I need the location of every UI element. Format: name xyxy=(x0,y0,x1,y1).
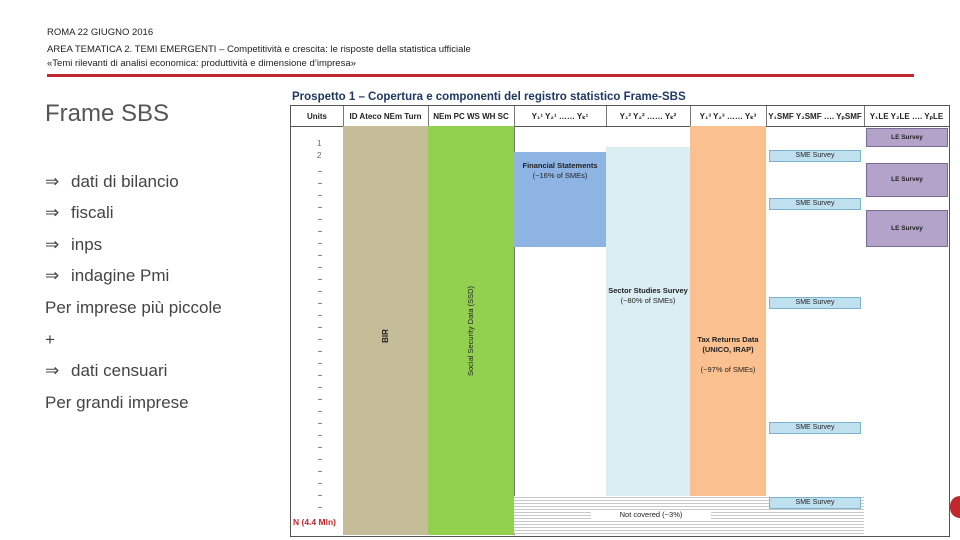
arrow-icon: ⇒ xyxy=(45,361,60,380)
bir-label: BIR xyxy=(381,329,390,343)
text-small-firms: Per imprese più piccole xyxy=(45,298,222,317)
row-last: N (4.4 Mln) xyxy=(293,517,336,527)
text-large-firms: Per grandi imprese xyxy=(45,393,189,412)
sme-survey-2: SME Survey xyxy=(769,198,861,210)
bullet-inps: ⇒ inps xyxy=(45,235,103,254)
tax-label: Tax Returns Data (UNICO, IRAP) (~97% of SMEs) xyxy=(697,335,759,374)
header-y3: Y₁³ Y₂³ …… Yₖ³ xyxy=(690,106,767,126)
not-covered-label: Not covered (~3%) xyxy=(591,510,711,520)
bullet-fiscali: ⇒ fiscali xyxy=(45,203,114,222)
sme-survey-4: SME Survey xyxy=(769,422,861,434)
header-rule xyxy=(47,74,914,77)
sector-block xyxy=(606,147,690,496)
row-dots xyxy=(318,168,322,508)
sme-survey-5: SME Survey xyxy=(769,497,861,509)
header-units: Units xyxy=(291,106,344,126)
le-survey-1: LE Survey xyxy=(866,128,948,147)
header-ssd-vars: NEm PC WS WH SC xyxy=(428,106,515,126)
ssd-label: Social Security Data (SSD) xyxy=(466,285,475,377)
bullet-bilancio: ⇒ dati di bilancio xyxy=(45,172,179,191)
header-y2: Y₁² Y₂² …… Yₖ² xyxy=(606,106,691,126)
header-bir-vars: ID Ateco NEm Turn xyxy=(343,106,429,126)
text-plus: + xyxy=(45,330,55,349)
header-yle: Y₁LE Y₂LE …. YₚLE xyxy=(869,111,944,121)
table-title: Prospetto 1 – Copertura e componenti del registro statistico Frame-SBS xyxy=(292,91,686,103)
arrow-icon: ⇒ xyxy=(45,172,60,191)
header-date: ROMA 22 GIUGNO 2016 xyxy=(47,27,154,38)
row-first: 1 xyxy=(317,139,322,148)
row-second: 2 xyxy=(317,151,322,160)
financial-label: Financial Statements (~16% of SMEs) xyxy=(522,161,598,180)
header-row xyxy=(291,106,949,127)
arrow-icon: ⇒ xyxy=(45,235,60,254)
arrow-icon: ⇒ xyxy=(45,203,60,222)
header-topic: «Temi rilevanti di analisi economica: produttività e dimensione d’impresa» xyxy=(47,58,356,69)
sme-survey-3: SME Survey xyxy=(769,297,861,309)
bullet-census: ⇒ dati censuari xyxy=(45,361,168,380)
tax-block xyxy=(690,126,766,496)
sme-survey-1: SME Survey xyxy=(769,150,861,162)
header-ysmf: Y₁SMF Y₂SMF …. YₚSMF xyxy=(766,106,865,126)
header-area: AREA TEMATICA 2. TEMI EMERGENTI – Competitività e crescita: le risposte della statistica ufficiale xyxy=(47,44,471,55)
arrow-icon: ⇒ xyxy=(45,266,60,285)
le-survey-3: LE Survey xyxy=(866,210,948,247)
sector-label: Sector Studies Survey (~80% of SMEs) xyxy=(608,286,688,305)
coverage-table xyxy=(290,105,950,537)
corner-badge xyxy=(950,496,960,518)
bullet-indagine: ⇒ indagine Pmi xyxy=(45,266,170,285)
le-survey-2: LE Survey xyxy=(866,163,948,197)
slide-title: Frame SBS xyxy=(45,100,170,127)
header-y1: Y₁¹ Y₂¹ …… Yₖ¹ xyxy=(514,106,607,126)
